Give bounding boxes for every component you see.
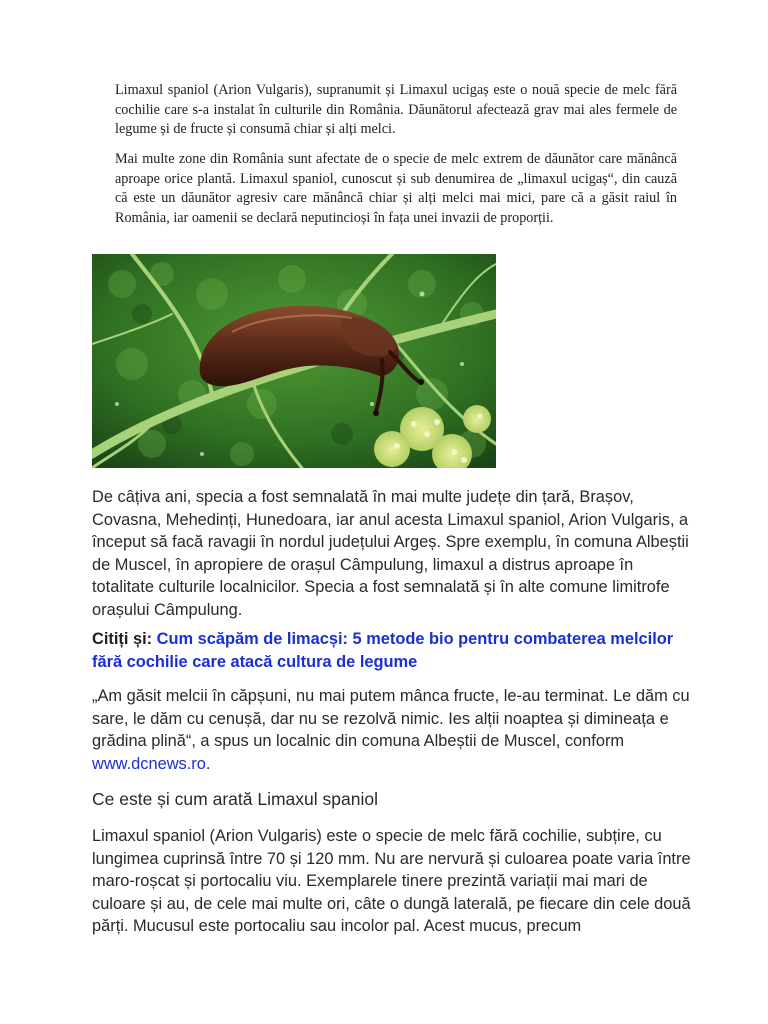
source-link[interactable]: www.dcnews.ro [92, 754, 206, 773]
quote-end: . [205, 754, 211, 773]
intro-paragraph-1: Limaxul spaniol (Arion Vulgaris), supranumit și Limaxul ucigaș este o nouă specie de melc fără cochilie care s-a instalat în culturile din România. Dăunătorul afectează grav mai ales fermele de legume și de fructe și consumă chiar și alți melci. [115, 82, 677, 138]
quote-paragraph [92, 685, 692, 775]
read-also-label: Citiți și: [92, 630, 153, 648]
quote-text: „Am găsit melcii în căpșuni, nu mai putem mânca fructe, le-au terminat. Le dăm cu sare, le dăm cu cenușă, dar nu se rezolvă nimic. Ies alții noaptea și dimineața e grădina plină“, a spus un localnic din comuna Albeștii de Muscel, conform [92, 687, 690, 751]
read-also-block [92, 628, 692, 673]
intro-paragraph-2: Mai multe zone din România sunt afectate de o specie de melc extrem de dăunător care mănâncă aproape orice plantă. Limaxul spaniol, cunoscut și sub denumirea de „limaxul ucigaș“, din cauză că este un dăunător agresiv care mănâncă chiar și alți melci mai mici, pare că a găsit raiul în România, iar oamenii se declară neputincioși în fața unei invazii de proporții. [115, 151, 677, 226]
section-heading: Ce este și cum arată Limaxul spaniol [92, 789, 378, 809]
read-also-link[interactable]: Cum scăpăm de limacși: 5 metode bio pentru combaterea melcilor fără cochilie care atacă cultura de legume [92, 630, 674, 671]
section-paragraph-1: Limaxul spaniol (Arion Vulgaris) este o specie de melc fără cochilie, subțire, cu lungimea cuprinsă între 70 și 120 mm. Nu are nervură și culoarea poate varia între maro-roșcat și portocaliu viu. Exemplarele tinere prezintă variații mai mari de culoare și au, de cele mai multe ori, câte o dungă laterală, pe fiecare din cele două părți. Mucusul este portocaliu sau incolor pal. Acest mucus, precum [92, 827, 691, 936]
slug-on-leaf-photo [92, 254, 496, 468]
body-paragraph-1: De câțiva ani, specia a fost semnalată în mai multe județe din țară, Brașov, Covasna, Mehedinți, Hunedoara, iar anul acesta Limaxul spaniol, Arion Vulgaris, a început să facă ravagii în nordul județului Argeș. Spre exemplu, în comuna Albeștii de Muscel, în apropiere de orașul Câmpulung, limaxul a distrus aproape în totalitate culturile localnicilor. Specia a fost semnalată și în alte comune limitrofe orașului Câmpulung. [92, 488, 689, 619]
